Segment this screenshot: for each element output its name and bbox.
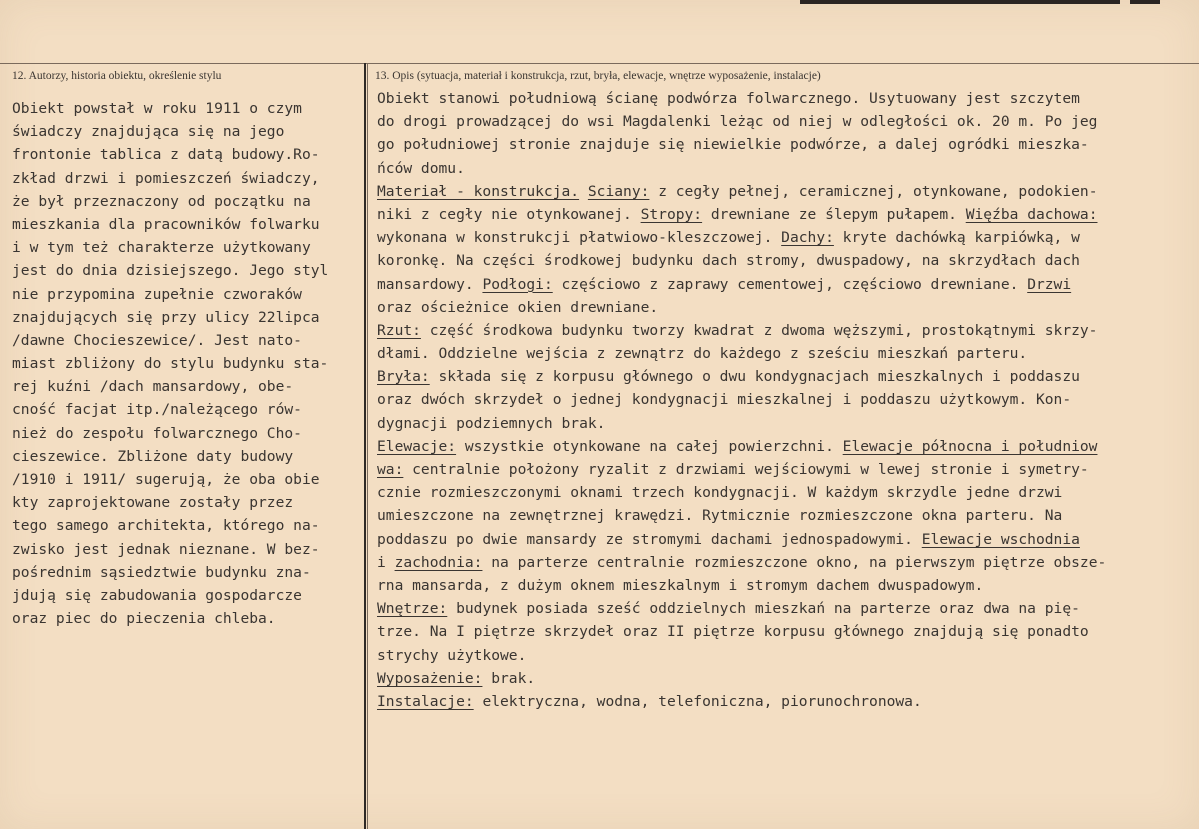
history-text-line: cieszewice. Zbliżone daty budowy bbox=[12, 447, 294, 465]
description-text: do drogi prowadzącej do wsi Magdalenki leżąc od niej w odległości ok. 20 m. Po jeg bbox=[377, 113, 1098, 131]
section-12-heading: 12. Autorzy, historia obiektu, określenie stylu bbox=[12, 70, 222, 82]
description-text-line bbox=[377, 412, 1192, 435]
section-13-heading: 13. Opis (sytuacja, materiał i konstrukcja, rzut, bryła, elewacje, wnętrze wyposażenie, instalacje) bbox=[375, 70, 821, 82]
description-text-line bbox=[377, 458, 1192, 481]
section-label: Wnętrze: bbox=[377, 600, 448, 618]
description-text-line bbox=[377, 180, 1192, 203]
history-text-line: tego samego architekta, którego na- bbox=[12, 517, 320, 535]
description-text-line bbox=[377, 365, 1192, 388]
description-text: drewniane ze ślepym pułapem. bbox=[702, 205, 966, 223]
description-text-line bbox=[377, 574, 1192, 597]
history-text-line: nie przypomina zupełnie czworaków bbox=[12, 285, 302, 303]
section-label: Drzwi bbox=[1027, 275, 1072, 293]
description-text: kryte dachówką karpiówką, w bbox=[833, 229, 1080, 247]
description-text-line bbox=[377, 296, 1192, 319]
section-label: Więźba dachowa: bbox=[965, 205, 1098, 223]
description-text: strychy użytkowe. bbox=[377, 646, 527, 664]
description-text-line bbox=[377, 273, 1192, 296]
description-text: wykonana w konstrukcji płatwiowo-kleszczowej. bbox=[377, 229, 782, 247]
history-text-line: miast zbliżony do stylu budynku sta- bbox=[12, 355, 329, 373]
top-edge-mark-small bbox=[1130, 0, 1160, 4]
description-text bbox=[579, 183, 588, 200]
section-label: Stropy: bbox=[640, 205, 703, 223]
section-label: Materiał - konstrukcja. bbox=[377, 182, 580, 200]
description-text: centralnie położony ryzalit z drzwiami wejściowymi w lewej stronie i symetry- bbox=[403, 461, 1089, 478]
description-text: część środkowa budynku tworzy kwadrat z dwoma węższymi, prostokątnymi skrzy- bbox=[420, 321, 1098, 339]
description-text: mansardowy. bbox=[377, 275, 483, 293]
history-text-line: /1910 i 1911/ sugerują, że oba obie bbox=[12, 471, 320, 488]
description-text: go południowej stronie znajduje się niewielkie podwórze, a dalej ogródki mieszka- bbox=[377, 136, 1089, 154]
column-divider-thin bbox=[367, 63, 368, 829]
description-text: poddaszu po dwie mansardy ze stromymi dachami jednospadowymi. bbox=[377, 530, 922, 548]
history-text-line: jest do dnia dzisiejszego. Jego styl bbox=[12, 262, 329, 280]
history-text-line: frontonie tablica z datą budowy.Ro- bbox=[12, 146, 320, 164]
description-text: niki z cegły nie otynkowanej. bbox=[377, 205, 641, 223]
column-divider bbox=[364, 63, 366, 829]
history-text-line: /dawne Chocieszewice/. Jest nato- bbox=[12, 331, 302, 349]
history-text-line: oraz piec do pieczenia chleba. bbox=[12, 610, 276, 628]
description-text: z cegły pełnej, ceramicznej, otynkowane, podokien- bbox=[649, 182, 1098, 200]
description-text-line bbox=[377, 157, 1192, 180]
history-text-line: że był przeznaczony od początku na bbox=[12, 192, 311, 210]
history-text-block bbox=[12, 97, 360, 630]
description-text: i bbox=[377, 553, 395, 571]
header-rule bbox=[0, 63, 1199, 64]
description-text-line bbox=[377, 203, 1192, 226]
description-text: elektryczna, wodna, telefoniczna, piorunochronowa. bbox=[473, 692, 922, 710]
history-text-line: rej kuźni /dach mansardowy, obe- bbox=[12, 378, 294, 396]
description-text: częściowo z zaprawy cementowej, częściowo drewniane. bbox=[552, 275, 1028, 293]
section-label: Instalacje: bbox=[377, 692, 474, 710]
history-text-line: zwisko jest jednak nieznane. W bez- bbox=[12, 540, 320, 558]
history-text-line: mieszkania dla pracowników folwarku bbox=[12, 215, 320, 233]
history-text-line: pośrednim sąsiedztwie budynku zna- bbox=[12, 563, 311, 581]
description-text-line bbox=[377, 690, 1192, 713]
description-text-line bbox=[377, 342, 1192, 365]
description-text: dygnacji podziemnych brak. bbox=[377, 414, 606, 432]
description-text: ńców domu. bbox=[377, 159, 465, 177]
description-text-line bbox=[377, 504, 1192, 527]
description-text-line bbox=[377, 435, 1192, 458]
description-text: budynek posiada sześć oddzielnych mieszkań na parterze oraz dwa na pię- bbox=[447, 600, 1080, 618]
history-text-line: jdują się zabudowania gospodarcze bbox=[12, 586, 302, 604]
description-text: dłami. Oddzielne wejścia z zewnątrz do każdego z sześciu mieszkań parteru. bbox=[377, 345, 1028, 363]
description-text-line bbox=[377, 249, 1192, 272]
section-label: zachodnia: bbox=[394, 553, 483, 571]
description-text-line bbox=[377, 226, 1192, 249]
section-label: Rzut: bbox=[377, 321, 421, 339]
history-text-line: cność facjat itp./należącego rów- bbox=[12, 401, 302, 419]
history-text-line: zkład drzwi i pomieszczeń świadczy, bbox=[12, 169, 320, 187]
description-text: brak. bbox=[482, 669, 536, 687]
description-text: na parterze centralnie rozmieszczone okno, na pierwszym piętrze obsze- bbox=[482, 553, 1107, 571]
description-text-line bbox=[377, 319, 1192, 342]
history-text-line: kty zaprojektowane zostały przez bbox=[12, 494, 294, 512]
description-text: rna mansarda, z dużym oknem mieszkalnym i stromym dachem dwuspadowym. bbox=[377, 576, 984, 594]
top-edge-mark bbox=[800, 0, 1120, 4]
section-label: Dachy: bbox=[781, 229, 834, 247]
description-text-block bbox=[377, 87, 1192, 713]
section-label: Podłogi: bbox=[482, 275, 553, 293]
description-text-line bbox=[377, 133, 1192, 156]
history-text-line: i w tym też charakterze użytkowany bbox=[12, 239, 311, 257]
description-text: umieszczone na zewnętrznej krawędzi. Rytmicznie rozmieszczone okna parteru. Na bbox=[377, 507, 1063, 525]
section-label: Elewacje północna i południow bbox=[842, 437, 1098, 455]
section-label: Sciany: bbox=[587, 182, 650, 200]
section-label: Bryła: bbox=[377, 368, 430, 386]
description-text-line bbox=[377, 110, 1192, 133]
section-label: Elewacje: bbox=[377, 437, 457, 455]
description-text-line bbox=[377, 481, 1192, 504]
section-label: wa: bbox=[377, 461, 404, 478]
description-text: oraz ościeżnice okien drewniane. bbox=[377, 298, 659, 316]
history-text-line: świadczy znajdująca się na jego bbox=[12, 123, 285, 141]
description-text-line bbox=[377, 551, 1192, 574]
description-text: koronkę. Na części środkowej budynku dach stromy, dwuspadowy, na skrzydłach dach bbox=[377, 252, 1080, 270]
description-text-line bbox=[377, 528, 1192, 551]
section-label: Wyposażenie: bbox=[377, 669, 483, 687]
description-text: składa się z korpusu głównego o dwu kondygnacjach mieszkalnych i poddaszu bbox=[429, 368, 1080, 386]
description-text: trze. Na I piętrze skrzydeł oraz II piętrze korpusu głównego znajdują się ponadto bbox=[377, 623, 1089, 641]
description-text-line bbox=[377, 597, 1192, 620]
section-label: Elewacje wschodnia bbox=[921, 530, 1080, 548]
description-text: wszystkie otynkowane na całej powierzchni. bbox=[456, 437, 843, 455]
description-text-line bbox=[377, 388, 1192, 411]
description-text-line bbox=[377, 644, 1192, 667]
description-text: oraz dwóch skrzydeł o jednej kondygnacji mieszkalnej i poddaszu użytkowym. Kon- bbox=[377, 391, 1072, 409]
description-text-line bbox=[377, 620, 1192, 643]
description-text-line bbox=[377, 667, 1192, 690]
history-text-line: znajdujących się przy ulicy 22lipca bbox=[12, 308, 320, 326]
history-text-line: Obiekt powstał w roku 1911 o czym bbox=[12, 100, 302, 117]
description-text-line bbox=[377, 87, 1192, 110]
history-text-line: nież do zespołu folwarcznego Cho- bbox=[12, 424, 302, 442]
description-text: cznie rozmieszczonymi oknami trzech kondygnacji. W każdym skrzydle jedne drzwi bbox=[377, 484, 1063, 502]
description-text: Obiekt stanowi południową ścianę podwórza folwarcznego. Usytuowany jest szczytem bbox=[377, 90, 1080, 107]
